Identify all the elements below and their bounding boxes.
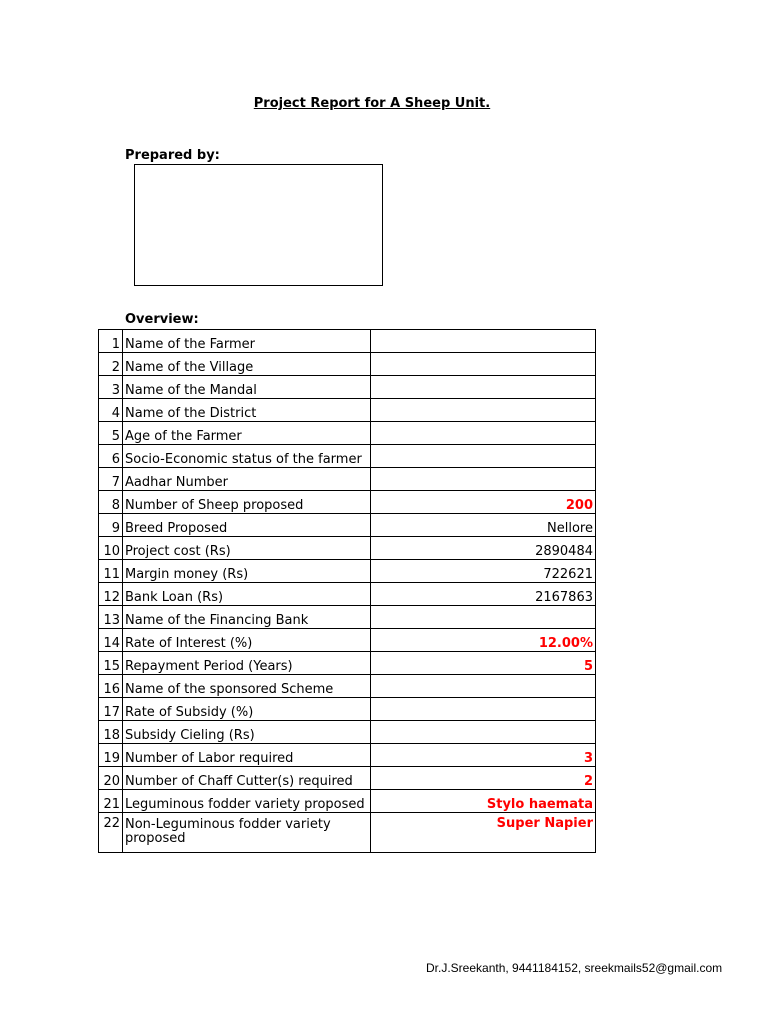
row-value [371,422,596,445]
table-row [99,330,596,353]
row-value: 200 [371,491,596,514]
row-number: 3 [99,376,123,399]
row-value: 722621 [371,560,596,583]
table-row [99,491,596,514]
row-number: 10 [99,537,123,560]
row-label: Rate of Interest (%) [123,629,371,652]
table-row [99,537,596,560]
row-label: Name of the Village [123,353,371,376]
row-value: 3 [371,744,596,767]
report-title: Project Report for A Sheep Unit. [253,96,491,111]
row-label: Number of Chaff Cutter(s) required [123,767,371,790]
row-value: 2890484 [371,537,596,560]
row-value [371,698,596,721]
row-label: Name of the Mandal [123,376,371,399]
row-value: Stylo haemata [371,790,596,813]
row-number: 2 [99,353,123,376]
footer-contact: Dr.J.Sreekanth, 9441184152, sreekmails52@gmail.com [426,961,723,975]
row-number: 15 [99,652,123,675]
table-row [99,675,596,698]
table-row [99,813,596,853]
overview-label: Overview: [125,312,199,327]
row-number: 8 [99,491,123,514]
table-row [99,583,596,606]
row-number: 9 [99,514,123,537]
row-label: Aadhar Number [123,468,371,491]
row-number: 5 [99,422,123,445]
row-number: 22 [99,813,123,853]
row-label: Project cost (Rs) [123,537,371,560]
row-label: Socio-Economic status of the farmer [123,445,371,468]
row-number: 6 [99,445,123,468]
table-row [99,652,596,675]
row-value: Nellore [371,514,596,537]
row-label: Number of Sheep proposed [123,491,371,514]
row-label: Leguminous fodder variety proposed [123,790,371,813]
row-label: Name of the Financing Bank [123,606,371,629]
prepared-by-box [134,164,383,286]
table-row [99,698,596,721]
table-row [99,767,596,790]
row-value [371,675,596,698]
row-label: Rate of Subsidy (%) [123,698,371,721]
row-number: 4 [99,399,123,422]
prepared-by-label: Prepared by: [125,148,220,163]
row-number: 11 [99,560,123,583]
overview-table [98,329,596,853]
table-row [99,790,596,813]
table-row [99,422,596,445]
table-row [99,353,596,376]
row-value [371,353,596,376]
row-number: 19 [99,744,123,767]
row-label: Name of the District [123,399,371,422]
row-label: Subsidy Cieling (Rs) [123,721,371,744]
row-label: Age of the Farmer [123,422,371,445]
row-label: Repayment Period (Years) [123,652,371,675]
row-number: 12 [99,583,123,606]
table-row [99,629,596,652]
table-row [99,445,596,468]
row-value [371,330,596,353]
table-row [99,514,596,537]
row-value: 2 [371,767,596,790]
table-row [99,376,596,399]
row-number: 21 [99,790,123,813]
row-value: 5 [371,652,596,675]
table-row [99,468,596,491]
row-number: 1 [99,330,123,353]
row-label: Number of Labor required [123,744,371,767]
row-value: 2167863 [371,583,596,606]
row-number: 16 [99,675,123,698]
row-label: Non-Leguminous fodder variety proposed [123,813,371,853]
table-row [99,606,596,629]
row-number: 18 [99,721,123,744]
row-value [371,721,596,744]
row-label: Bank Loan (Rs) [123,583,371,606]
row-number: 20 [99,767,123,790]
row-label: Name of the Farmer [123,330,371,353]
row-label: Breed Proposed [123,514,371,537]
row-label: Margin money (Rs) [123,560,371,583]
row-value: Super Napier [371,813,596,853]
row-value [371,399,596,422]
row-value: 12.00% [371,629,596,652]
table-row [99,721,596,744]
table-row [99,560,596,583]
table-row [99,399,596,422]
row-number: 17 [99,698,123,721]
row-value [371,606,596,629]
table-row [99,744,596,767]
row-number: 14 [99,629,123,652]
row-value [371,376,596,399]
row-number: 13 [99,606,123,629]
row-value [371,445,596,468]
row-label: Name of the sponsored Scheme [123,675,371,698]
row-value [371,468,596,491]
row-number: 7 [99,468,123,491]
